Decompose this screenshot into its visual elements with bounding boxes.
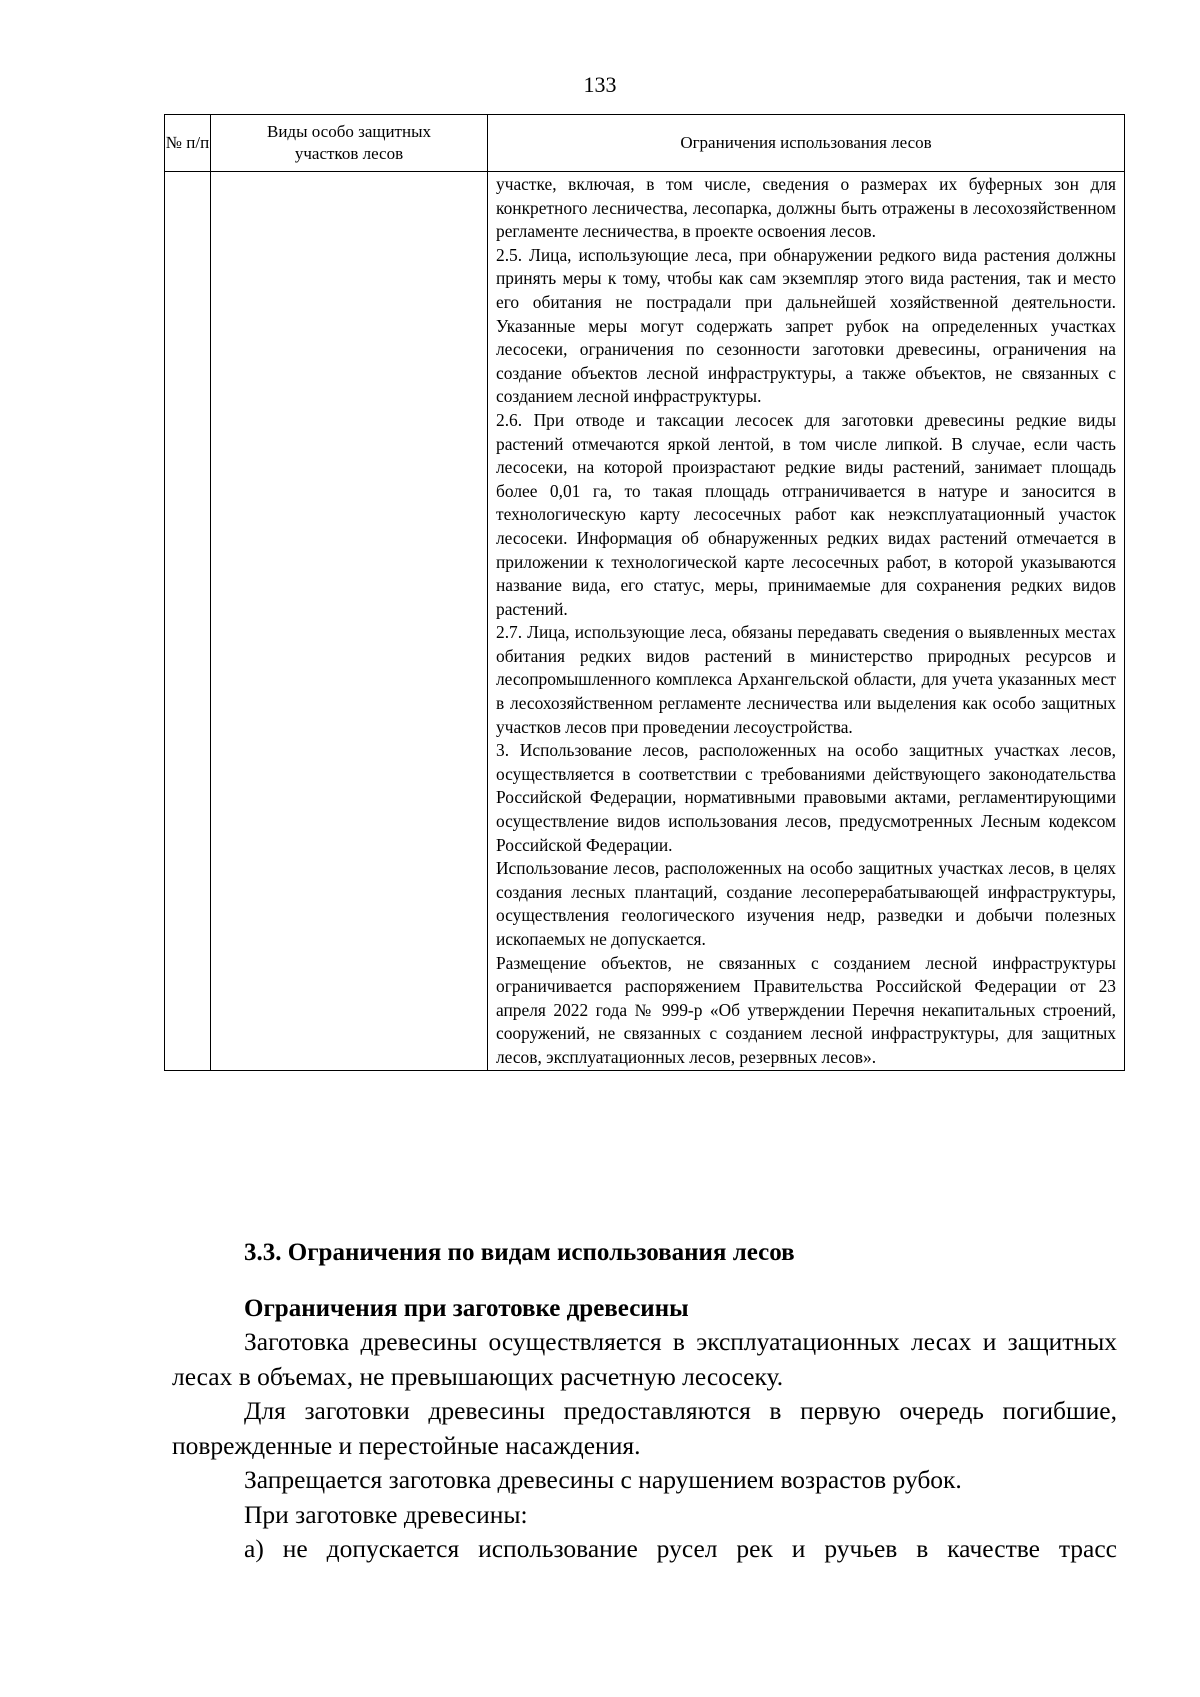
cell-restrictions — [488, 172, 1125, 1071]
table-row — [165, 172, 1125, 1071]
restriction-paragraph: 3. Использование лесов, расположенных на особо защитных участках лесов, осуществляется в соответствии с требованиями действующего законодательства Российской Федерации, нормативными правовыми актами, регламентирующими осуществление видов использования лесов, предусмотренных Лесным кодексом Российской Федерации. — [496, 740, 1116, 855]
cell-number — [165, 172, 211, 1071]
restriction-paragraph: 2.6. При отводе и таксации лесосек для заготовки древесины редкие виды растений отмечаются яркой лентой, в том числе липкой. В случае, если часть лесосеки, на которой произрастают редкие виды растений, занимает площадь более 0,01 га, то такая площадь отграничивается в натуре и заносится в технологическую карту лесосечных работ как неэксплуатационный участок лесосеки. Информация об обнаруженных редких видах растений отмечается в приложении к технологической карте лесосечных работ, в которой указываются название вида, его статус, меры, принимаемые для сохранения редких видов растений. — [496, 409, 1116, 619]
body-paragraph: Запрещается заготовка древесины с нарушением возрастов рубок. — [244, 1465, 962, 1494]
restrictions-table — [164, 114, 1125, 1071]
table-header-row — [165, 115, 1125, 172]
section-heading: 3.3. Ограничения по видам использования лесов — [244, 1239, 795, 1266]
restriction-paragraph: 2.7. Лица, использующие леса, обязаны передавать сведения о выявленных местах обитания редких видов растений в министерство природных ресурсов и лесопромышленного комплекса Архангельской области, для учета указанных мест в лесохозяйственном регламенте лесничества или выделения как особо защитных участков лесов при проведении лесоустройства. — [496, 622, 1116, 737]
body-paragraph: Для заготовки древесины предоставляются в первую очередь погибшие, поврежденные и перестойные насаждения. — [172, 1396, 1117, 1460]
header-forest-use-restrictions: Ограничения использования лесов — [488, 115, 1125, 172]
body-paragraph: а) не допускается использование русел рек и ручьев в качестве трасс — [244, 1534, 1117, 1563]
body-paragraph: При заготовке древесины: — [244, 1499, 528, 1529]
restriction-paragraph: 2.5. Лица, использующие леса, при обнаружении редкого вида растения должны принять меры к тому, чтобы как сам экземпляр этого вида растения, так и место его обитания не пострадали при дальнейшей хозяйственной деятельности. Указанные меры могут содержать запрет рубок на определенных участках лесосеки, ограничения по сезонности заготовки древесины, ограничения на создание объектов лесной инфраструктуры, а также объектов, не связанных с созданием лесной инфраструктуры. — [496, 244, 1116, 407]
header-number: № п/п — [165, 115, 211, 172]
restriction-paragraph: Размещение объектов, не связанных с созданием лесной инфраструктуры ограничивается распоряжением Правительства Российской Федерации от 23 апреля 2022 года № 999-р «Об утверждении Перечня некапитальных строений, сооружений, не связанных с созданием лесной инфраструктуры, для защитных лесов, эксплуатационных лесов, резервных лесов». — [496, 952, 1116, 1067]
restriction-paragraph: участке, включая, в том числе, сведения о размерах их буферных зон для конкретного лесничества, лесопарка, должны быть отражены в лесохозяйственном регламенте лесничества, в проекте освоения лесов. — [496, 174, 1116, 242]
cell-protected-area-type — [211, 172, 488, 1071]
subsection-heading: Ограничения при заготовке древесины — [244, 1295, 689, 1322]
header-protected-area-types: Виды особо защитных участков лесов — [211, 115, 488, 172]
page-number: 133 — [583, 72, 617, 97]
body-paragraph: Заготовка древесины осуществляется в эксплуатационных лесах и защитных лесах в объемах, не превышающих расчетную лесосеку. — [172, 1327, 1117, 1391]
body-text — [172, 1325, 1117, 1567]
restriction-paragraph: Использование лесов, расположенных на особо защитных участках лесов, в целях создания лесных плантаций, создание лесоперерабатывающей инфраструктуры, осуществления геологического изучения недр, разведки и добычи полезных ископаемых не допускается. — [496, 858, 1116, 949]
